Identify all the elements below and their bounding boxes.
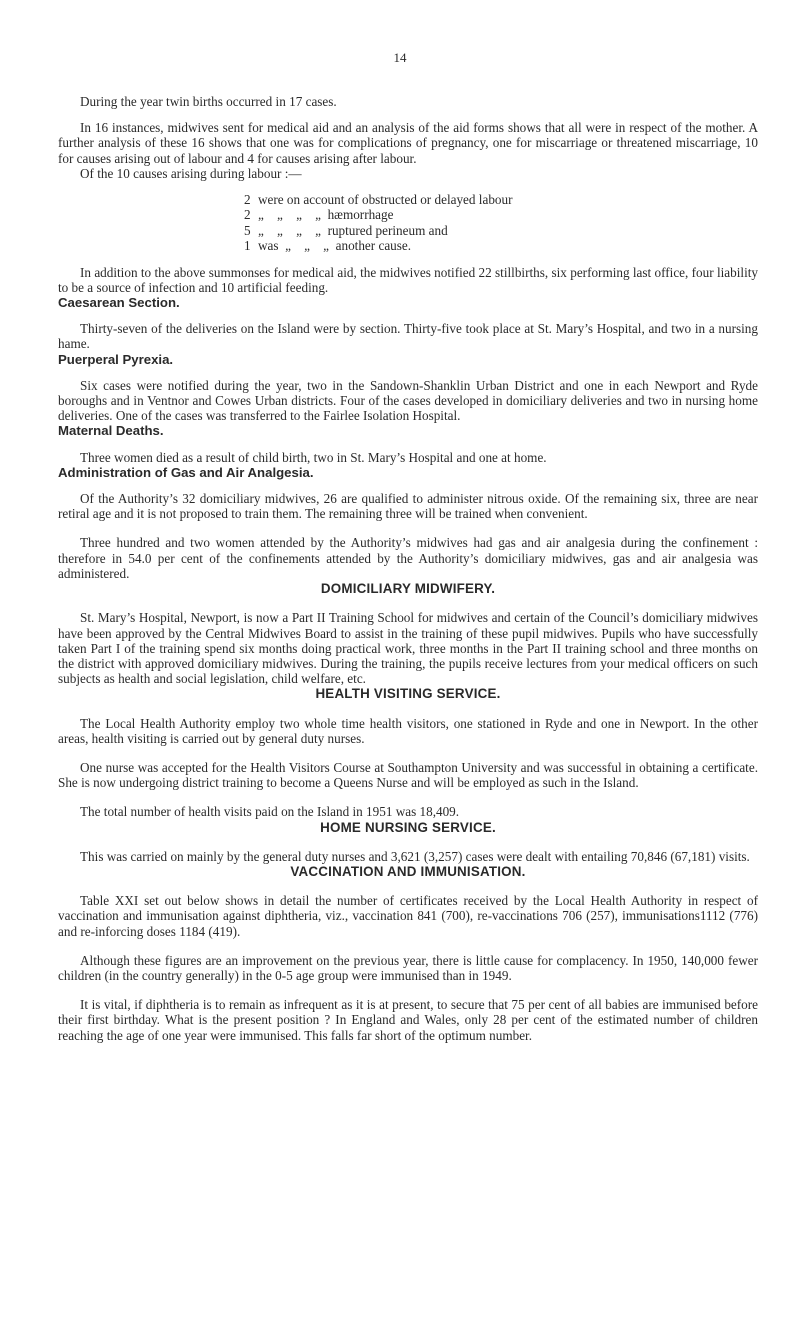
section-heading-caesarean: Caesarean Section. — [58, 295, 180, 311]
health-visiting-paragraph-2: One nurse was accepted for the Health Visitors Course at Southampton University and was successful in obtaining a certificate. She is now undergoing district training to become a Queens Nurse and will be employed as such in the Island. — [58, 759, 758, 791]
health-visiting-paragraph-3: The total number of health visits paid on the Island in 1951 was 18,409. — [80, 804, 460, 820]
section-heading-midwifery: DOMICILIARY MIDWIFERY. — [320, 581, 496, 597]
section-heading-health-visiting: HEALTH VISITING SERVICE. — [315, 686, 501, 702]
section-heading-analgesia: Administration of Gas and Air Analgesia. — [58, 464, 314, 480]
analgesia-paragraph-2: Three hundred and two women attended by the Authority’s midwives had gas and air analgesia during the confinement : therefore in 54.0 per cent of the confinements attended by the Authority’s domiciliary midwives, gas and air analgesia was administered. — [58, 535, 758, 581]
vaccination-paragraph-1: Table XXI set out below shows in detail the number of certificates received by the Local Health Authority in respect of vaccination and immunisation against diphtheria, viz., vaccination 841 (700), re-vaccinations 706 (257), immunisations1112 (776) and re-inforcing doses 1184 (419). — [58, 893, 758, 939]
twin-births-paragraph: During the year twin births occurred in 17 cases. — [80, 94, 337, 109]
list-item: 1 was „ „ „ another cause. — [244, 238, 412, 254]
analgesia-paragraph-1: Of the Authority’s 32 domiciliary midwives, 26 are qualified to administer nitrous oxide. Of the remaining six, three are near retiral age and it is not proposed to train them. The remaining three will be trained when convenient. — [58, 491, 758, 522]
health-visiting-paragraph-1: The Local Health Authority employ two whole time health visitors, one stationed in Ryde and one in Newport. In the other areas, health visiting is carried out by general duty nurses. — [58, 715, 758, 746]
stillbirths-paragraph: In addition to the above summonses for medical aid, the midwives notified 22 stillbirths, six performing last office, four liability to be a source of infection and 10 artificial feeding. — [58, 264, 758, 295]
section-heading-vaccination: VACCINATION AND IMMUNISATION. — [290, 863, 526, 879]
vaccination-paragraph-3: It is vital, if diphtheria is to remain as infrequent as it is at present, to secure that 75 per cent of all babies are immunised before their first birthday. What is the present position ? In England and Wales, only 28 per cent of the estimated number of children reaching the age of one year were immunised. This falls far short of the optimum number. — [58, 997, 758, 1043]
list-item: 2 were on account of obstructed or delayed labour — [244, 192, 513, 208]
vaccination-paragraph-2: Although these figures are an improvement on the previous year, there is little cause for complacency. In 1950, 140,000 fewer children (in the country generally) in the 0-5 age group were immunised than in 1949. — [58, 952, 758, 983]
labour-causes-intro: Of the 10 causes arising during labour :— — [80, 165, 302, 181]
home-nursing-paragraph: This was carried on mainly by the general duty nurses and 3,621 (3,257) cases were dealt with entailing 70,846 (67,181) visits. — [80, 848, 750, 864]
caesarean-paragraph: Thirty-seven of the deliveries on the Island were by section. Thirty-five took place at St. Mary’s Hospital, and two in a nursing hame. — [58, 321, 758, 352]
document-body — [58, 94, 758, 1043]
section-heading-home-nursing: HOME NURSING SERVICE. — [320, 819, 496, 835]
medical-aid-paragraph: In 16 instances, midwives sent for medical aid and an analysis of the aid forms shows that all were in respect of the mother. A further analysis of these 16 shows that one was for complications of pregnancy, one for miscarriage or threatened miscarriage, 10 for causes arising out of labour and 4 for causes arising after labour. — [58, 120, 758, 166]
list-item: 5 „ „ „ „ ruptured perineum and — [244, 222, 448, 238]
puerperal-paragraph: Six cases were notified during the year, two in the Sandown-Shanklin Urban District and one in each Newport and Ryde boroughs and in Ventnor and Cowes Urban districts. Four of the cases developed in domiciliary deliveries and two in nursing home deliveries. One of the cases was transferred to the Fairlee Isolation Hospital. — [58, 377, 758, 424]
midwifery-paragraph: St. Mary’s Hospital, Newport, is now a Part II Training School for midwives and certain of the Council’s domiciliary midwives have been approved by the Central Midwives Board to assist in the training of these pupil midwives. Pupils who have successfully taken Part I of the training spend six months doing practical work, three months in the Part II training school and three months on the district with approved domiciliary midwives. During the training, the pupils receive lectures from your medical officers on such subjects as health and social legislation, child welfare, etc. — [58, 610, 758, 687]
maternal-deaths-paragraph: Three women died as a result of child birth, two in St. Mary’s Hospital and one at home. — [80, 449, 547, 465]
list-item: 2 „ „ „ „ hæmorrhage — [244, 207, 394, 223]
page-number: 14 — [393, 50, 407, 65]
section-heading-puerperal: Puerperal Pyrexia. — [58, 351, 174, 367]
section-heading-maternal-deaths: Maternal Deaths. — [58, 423, 164, 439]
labour-causes-list — [244, 192, 758, 254]
